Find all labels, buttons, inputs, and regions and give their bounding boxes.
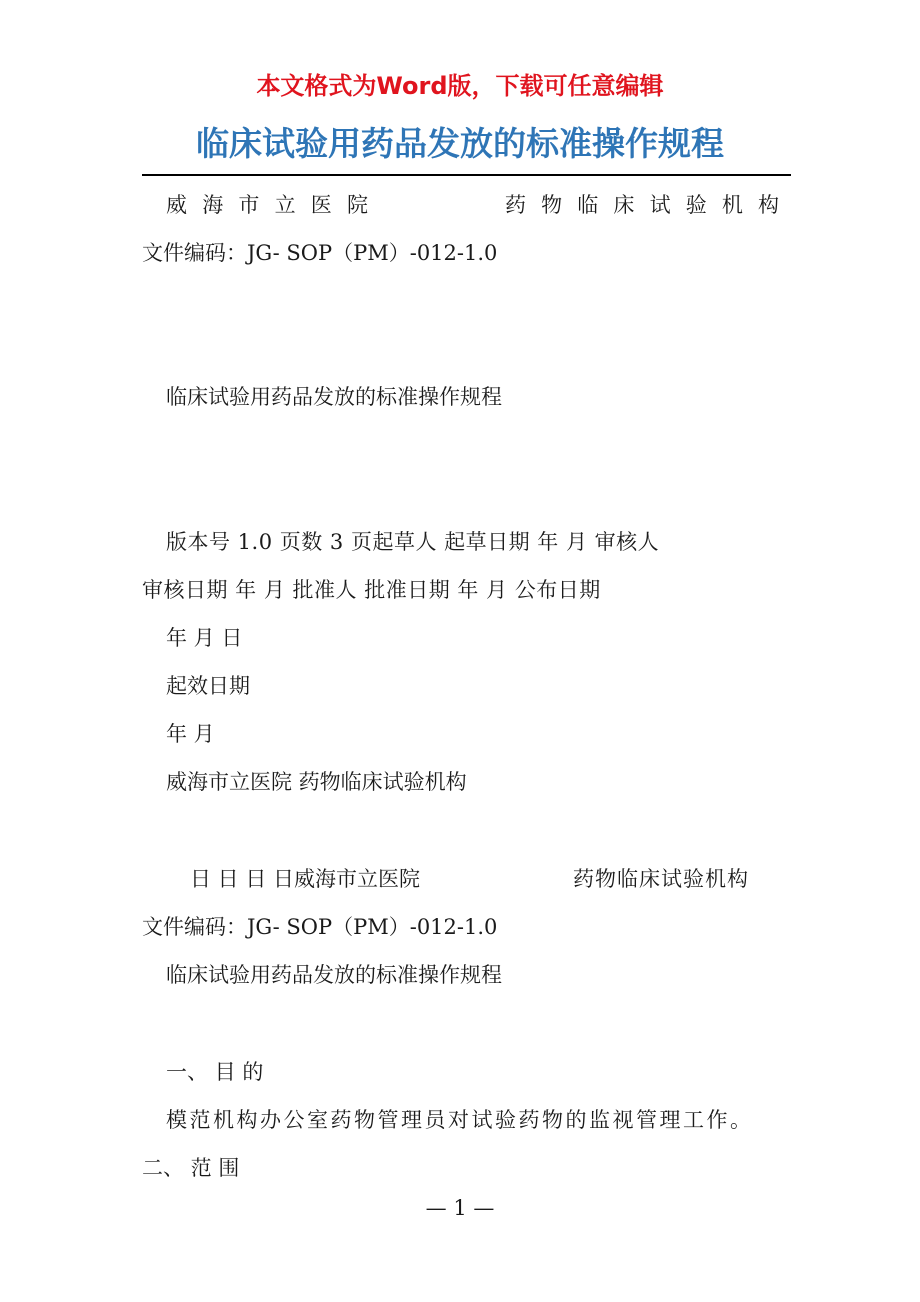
section-purpose-heading: 一、 目 的: [166, 1060, 264, 1084]
institution-name-char: 验: [685, 193, 707, 217]
download-notice: 本文格式为Word版，下载可任意编辑: [256, 72, 664, 100]
hospital-name-char: 市: [238, 193, 260, 217]
hospital-name-char: 院: [346, 193, 368, 217]
section-purpose-body: 模范机构办公室药物管理员对试验药物的监视管理工作。: [166, 1108, 754, 1132]
effective-date-label: 起效日期: [166, 674, 250, 698]
organization-line: 威海市立医院 药物临床试验机构: [166, 770, 467, 794]
section-scope-heading: 二、 范 围: [142, 1156, 240, 1180]
hospital-name-char: 医: [310, 193, 332, 217]
meta-version-line: 版本号 1.0 页数 3 页起草人 起草日期 年 月 审核人: [166, 530, 660, 554]
second-header-left: 日 日 日 日威海市立医院: [190, 867, 421, 891]
hospital-name-char: 海: [202, 193, 224, 217]
institution-name-char: 试: [649, 193, 671, 217]
sub-title-repeat: 临床试验用药品发放的标准操作规程: [166, 963, 502, 987]
meta-review-line: 审核日期 年 月 批准人 批准日期 年 月 公布日期: [142, 578, 601, 602]
header-divider: [142, 174, 791, 176]
hospital-name-spaced: [166, 190, 368, 220]
institution-name-char: 机: [721, 193, 743, 217]
institution-name-char: 构: [757, 193, 779, 217]
document-number-repeat: 文件编码：JG- SOP（PM）-012-1.0: [142, 915, 498, 939]
second-header-right: 药物临床试验机构: [573, 867, 749, 891]
institution-name-char: 床: [613, 193, 635, 217]
document-title: 临床试验用药品发放的标准操作规程: [196, 124, 724, 163]
hospital-name-char: 威: [166, 193, 187, 217]
institution-name-char: 临: [577, 193, 599, 217]
institution-name-char: 物: [541, 193, 563, 217]
hospital-name-char: 立: [274, 193, 296, 217]
institution-name-char: 药: [505, 193, 526, 217]
sub-title: 临床试验用药品发放的标准操作规程: [166, 385, 502, 409]
document-number: 文件编码：JG- SOP（PM）-012-1.0: [142, 241, 498, 265]
meta-date-line: 年 月 日: [166, 626, 243, 650]
effective-date-value: 年 月: [166, 722, 215, 746]
page-number: — 1 —: [425, 1196, 495, 1220]
institution-name-spaced: [505, 190, 779, 220]
